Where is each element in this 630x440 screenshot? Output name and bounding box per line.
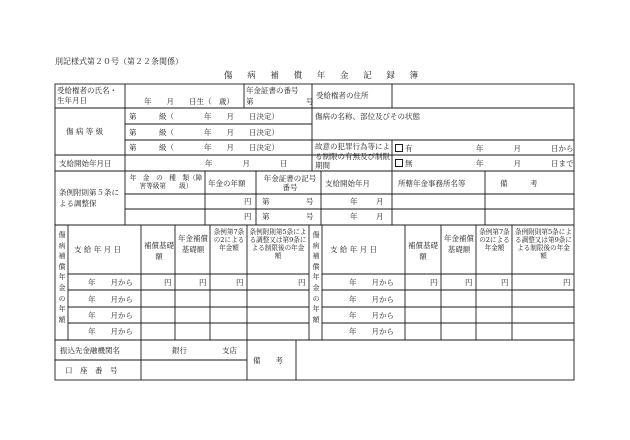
yen-unit: 円 [501,278,509,287]
bank-suffix: 銀行 [172,346,187,355]
yen-unit: 円 [199,278,207,287]
pay-date-header-right: 支 給 年 月 日 [330,245,378,254]
address-label: 受給権者の住所 [316,91,369,100]
row-from-right[interactable]: 年 月から [349,327,394,336]
account-number-label: 口 座 番 号 [65,366,118,375]
disability-grade-label: 傷 病 等 級 [66,127,104,136]
payment-start-header: 支給開始年月 [325,179,370,188]
restriction-yes[interactable] [395,144,413,153]
pension-type-header: 年 金 の 種 類（障害等級第 級） [129,174,203,190]
yen-unit: 円 [244,212,252,221]
ordinance-7-2-header: 条例第7条の2による年金額 [213,228,245,252]
pay-date-header: 支 給 年 月 日 [74,245,122,254]
annual-amount-header: 年金の年額 [208,179,246,188]
restriction-label: 故意の犯罪行為等による制限の有無及び制限期間 [315,142,390,171]
go-unit: 号 [306,212,314,221]
go-unit: 号 [306,197,314,206]
annual-section-label-right: 傷病補償年金の年額 [312,231,320,324]
base-amount-header-right: 補償基礎額 [408,241,438,261]
page-title: 傷 病 補 償 年 金 記 録 簿 [224,71,425,81]
pension-base-header-right: 年金補償基礎額 [444,234,474,254]
grade-line-2[interactable]: 第 級（ 年 月 日決定） [129,128,279,137]
yes-checkbox[interactable] [395,144,403,152]
row-from-right[interactable]: 年 月から [349,278,394,287]
restriction-until[interactable]: 年 月 日まで [476,159,574,168]
row-from[interactable]: 年 月から [88,311,133,320]
start-date-label: 支給開始年月日 [59,159,112,168]
yen-unit: 円 [465,278,473,287]
row-from[interactable]: 年 月から [88,278,133,287]
yen-unit: 円 [236,278,244,287]
yes-label: 有 [405,144,413,153]
certificate-number-field[interactable]: 第 号 [246,97,314,106]
yen-unit: 円 [430,278,438,287]
no-checkbox[interactable] [395,159,403,167]
ordinance-7-2-header-right: 条例第7条の2による年金額 [479,228,510,252]
remarks-header: 備 考 [500,179,538,188]
restriction-no[interactable] [395,159,413,168]
certificate-number-label: 年金証書の番号 [246,86,299,95]
grade-line-3[interactable]: 第 級（ 年 月 日決定） [129,143,279,152]
form-id: 別記様式第２０号（第２２条関係） [55,57,183,66]
grade-line-1[interactable]: 第 級（ 年 月 日決定） [129,112,279,121]
month-unit: 月 [376,212,384,221]
row-from-right[interactable]: 年 月から [349,311,394,320]
ordinance-5-header-right: 条例附則第5条による調整又は第9条による制限後の年金額 [515,228,572,260]
bank-name-label: 振込先金融機関名 [60,346,120,355]
start-date-field[interactable]: 年 月 日 [205,159,288,168]
base-amount-header: 補償基礎額 [144,241,174,261]
restriction-from[interactable]: 年 月 日から [476,144,574,153]
yen-unit: 円 [563,278,571,287]
yen-unit: 円 [298,278,306,287]
adjustment-label: 条例附則第５条による調整保 [59,188,119,208]
year-unit: 年 [350,197,358,206]
disease-label: 傷病の名称、部位及びその状態 [315,112,420,121]
yen-unit: 円 [164,278,172,287]
yen-unit: 円 [244,197,252,206]
dai-unit: 第 [262,212,270,221]
no-label: 無 [405,159,413,168]
month-unit: 月 [376,197,384,206]
cert-symbol-header: 年金証書の記号番号 [263,174,317,192]
pension-office-header: 所轄年金事務所名等 [398,179,466,188]
dai-unit: 第 [262,197,270,206]
pension-base-header: 年金補償基礎額 [178,234,208,254]
annual-section-label-left: 傷病補償年金の年額 [58,231,66,324]
row-from-right[interactable]: 年 月から [349,295,394,304]
row-from[interactable]: 年 月から [88,327,133,336]
bottom-remarks-label: 備 考 [253,356,283,365]
date-of-birth-field[interactable]: 年 月 日生（ 歳） [144,97,234,106]
recipient-name-label: 受給権者の氏名・生年月日 [57,86,117,105]
row-from[interactable]: 年 月から [88,295,133,304]
branch-suffix: 支店 [222,346,237,355]
ordinance-5-header: 条例附則第5条による調整又は第9条による制限後の年金額 [249,228,307,260]
year-unit: 年 [350,212,358,221]
